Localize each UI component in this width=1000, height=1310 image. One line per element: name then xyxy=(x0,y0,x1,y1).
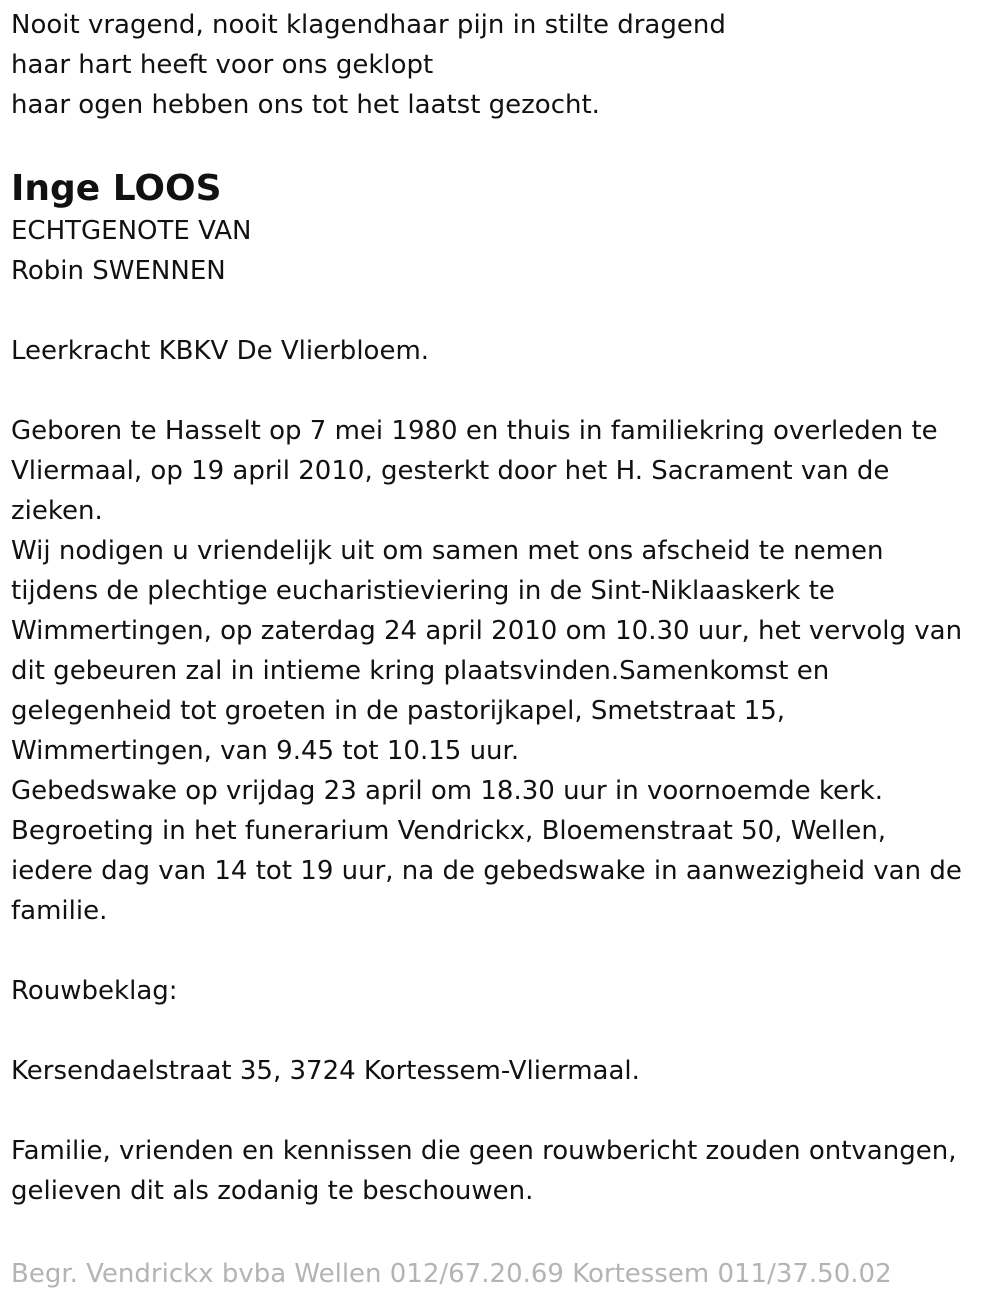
funeral-home-footer: Begr. Vendrickx bvba Wellen 012/67.20.69 Kortessem 011/37.50.02 xyxy=(11,1259,892,1289)
spacer xyxy=(11,931,1000,971)
body-line: Wij nodigen u vriendelijk uit om samen met ons afscheid te nemen xyxy=(11,536,884,566)
spouse-name: Robin SWENNEN xyxy=(11,256,226,286)
spacer xyxy=(11,291,1000,331)
spacer xyxy=(11,371,1000,411)
body-line: dit gebeuren zal in intieme kring plaatsvinden.Samenkomst en xyxy=(11,656,830,686)
announcement-body xyxy=(11,411,1000,971)
spacer xyxy=(11,1011,1000,1051)
body-line: Wimmertingen, op zaterdag 24 april 2010 om 10.30 uur, het vervolg van xyxy=(11,616,963,646)
body-line: Gebedswake op vrijdag 23 april om 18.30 uur in voornoemde kerk. xyxy=(11,776,883,806)
body-line: gelegenheid tot groeten in de pastorijkapel, Smetstraat 15, xyxy=(11,696,786,726)
poem-line: haar hart heeft voor ons geklopt xyxy=(11,50,434,80)
occupation: Leerkracht KBKV De Vlierbloem. xyxy=(11,336,430,366)
poem-line: Nooit vragend, nooit klagendhaar pijn in stilte dragend xyxy=(11,10,726,40)
poem xyxy=(11,0,1000,125)
relation-label: ECHTGENOTE VAN xyxy=(11,216,252,246)
deceased-name: Inge LOOS xyxy=(11,168,222,209)
body-line: Begroeting in het funerarium Vendrickx, Bloemenstraat 50, Wellen, xyxy=(11,816,887,846)
poem-line: haar ogen hebben ons tot het laatst gezocht. xyxy=(11,90,600,120)
spacer xyxy=(11,1091,1000,1131)
body-line: tijdens de plechtige eucharistieviering in de Sint-Niklaaskerk te xyxy=(11,576,835,606)
condolences-block xyxy=(11,971,1000,1131)
body-line: Vliermaal, op 19 april 2010, gesterkt door het H. Sacrament van de xyxy=(11,456,890,486)
closing-note xyxy=(11,1131,1000,1211)
closing-line: Familie, vrienden en kennissen die geen rouwbericht zouden ontvangen, xyxy=(11,1136,957,1166)
body-line: Geboren te Hasselt op 7 mei 1980 en thuis in familiekring overleden te xyxy=(11,416,938,446)
condolences-address: Kersendaelstraat 35, 3724 Kortessem-Vliermaal. xyxy=(11,1056,640,1086)
condolences-label: Rouwbeklag: xyxy=(11,976,178,1006)
body-line: zieken. xyxy=(11,496,103,526)
body-line: iedere dag van 14 tot 19 uur, na de gebedswake in aanwezigheid van de xyxy=(11,856,962,886)
closing-line: gelieven dit als zodanig te beschouwen. xyxy=(11,1176,534,1206)
body-line: familie. xyxy=(11,896,108,926)
body-line: Wimmertingen, van 9.45 tot 10.15 uur. xyxy=(11,736,520,766)
deceased-block xyxy=(11,167,1000,411)
